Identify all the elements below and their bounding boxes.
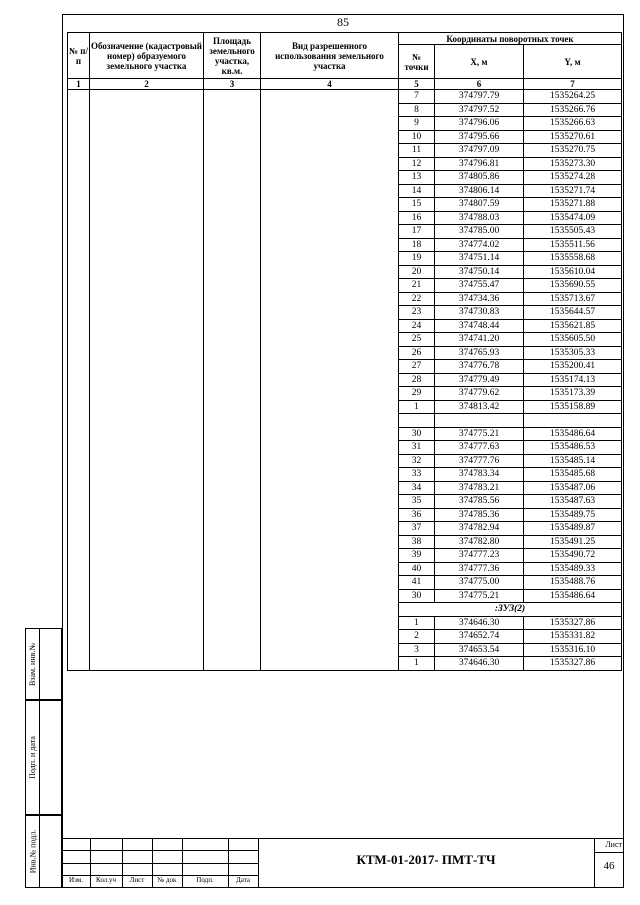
cell-y: 1535511.56 [524,238,622,252]
cell-y: 1535270.61 [524,130,622,144]
cell-y: 1535505.43 [524,225,622,239]
cell-point: 2 [399,630,435,644]
cell-x: 374652.74 [435,630,524,644]
cell-y: 1535264.25 [524,90,622,104]
col-number-5: 5 [399,79,435,90]
cell-x: 374795.66 [435,130,524,144]
cell-x: 374765.93 [435,346,524,360]
col-header-point-number: № точки [399,45,435,79]
cell-point: 38 [399,535,435,549]
tb-label-izm: Изм. [69,876,83,884]
sheet-number: 46 [603,860,615,872]
cell-x: 374805.86 [435,171,524,185]
cell-y: 1535273.30 [524,157,622,171]
cell-point: 25 [399,333,435,347]
cell-y: 1535490.72 [524,549,622,563]
cell-y: 1535271.88 [524,198,622,212]
cell-y: 1535327.86 [524,616,622,630]
cell-y: 1535266.76 [524,103,622,117]
cell-usage [261,90,399,671]
cell-x: 374777.76 [435,454,524,468]
cell-x: 374734.36 [435,292,524,306]
tb-label-podp: Подп. [196,876,214,884]
tb-label-koluch: Кол.уч [96,876,116,884]
cell-point: 8 [399,103,435,117]
cell-y: 1535605.50 [524,333,622,347]
cell-y: 1535327.86 [524,657,622,671]
cell-x: 374777.36 [435,562,524,576]
sheet-label: Лист [605,840,622,849]
cell-y: 1535274.28 [524,171,622,185]
cell-y: 1535485.14 [524,454,622,468]
cell-x: 374813.42 [435,400,524,414]
cell-point: 37 [399,522,435,536]
cell-y: 1535486.64 [524,589,622,603]
cell-x: 374776.78 [435,360,524,374]
cell-point: 24 [399,319,435,333]
col-number-7: 7 [524,79,622,90]
col-number-1: 1 [68,79,90,90]
cell-x: 374785.00 [435,225,524,239]
cell-point: 27 [399,360,435,374]
cell-x: 374777.63 [435,441,524,455]
cell-x: 374779.62 [435,387,524,401]
cell-point: 17 [399,225,435,239]
cell-point: 36 [399,508,435,522]
cell-y: 1535489.87 [524,522,622,536]
cell-point: 34 [399,481,435,495]
tb-label-list: Лист [129,876,145,884]
cell-x: 374775.21 [435,427,524,441]
cell-y: 1535174.13 [524,373,622,387]
table-row [68,90,622,104]
cell-x: 374796.06 [435,117,524,131]
side-stamp-inv [25,815,62,888]
cell-point: 1 [399,657,435,671]
col-header-x: X, м [435,45,524,79]
cell-point: 41 [399,576,435,590]
cell-point: 30 [399,427,435,441]
cell-y: 1535173.39 [524,387,622,401]
cell-x: 374807.59 [435,198,524,212]
cell-x: 374783.34 [435,468,524,482]
cell-y: 1535610.04 [524,265,622,279]
cell-x: 374775.00 [435,576,524,590]
cell-y: 1535316.10 [524,643,622,657]
cell-y: 1535558.68 [524,252,622,266]
cell-x: 374646.30 [435,657,524,671]
cell-y: 1535331.82 [524,630,622,644]
cell-point: 15 [399,198,435,212]
cell-y: 1535488.76 [524,576,622,590]
cell-y: 1535158.89 [524,400,622,414]
cell-point: 9 [399,117,435,131]
cell-x: 374730.83 [435,306,524,320]
cell-y: 1535474.09 [524,211,622,225]
cell-x: 374741.20 [435,333,524,347]
side-label-podp: Подп. и дата [28,736,37,779]
cell-point: 1 [399,616,435,630]
parcel-caption: :ЗУ3(2) [399,603,622,617]
coordinates-table [67,32,622,671]
cell-point: 29 [399,387,435,401]
side-stamp-vzam [25,628,62,700]
cell-point: 18 [399,238,435,252]
cell-point: 30 [399,589,435,603]
col-header-coords-group: Координаты поворотных точек [399,33,622,45]
cell-y: 1535489.33 [524,562,622,576]
cell-y: 1535266.63 [524,117,622,131]
cell-y: 1535486.64 [524,427,622,441]
cell-y: 1535644.57 [524,306,622,320]
cell-point: 10 [399,130,435,144]
cell-point: 19 [399,252,435,266]
cell-x: 374797.52 [435,103,524,117]
cell-point: 11 [399,144,435,158]
cell-x: 374806.14 [435,184,524,198]
cell-y: 1535489.75 [524,508,622,522]
cell-point: 32 [399,454,435,468]
side-label-inv: Инв.№ подл. [28,829,37,874]
cell-point: 35 [399,495,435,509]
tb-label-doc: № док [157,876,177,884]
cell-point: 26 [399,346,435,360]
cell-x: 374755.47 [435,279,524,293]
cell-x: 374785.36 [435,508,524,522]
cell-point: 21 [399,279,435,293]
cell-point: 3 [399,643,435,657]
cell-x: 374750.14 [435,265,524,279]
cell-point: 22 [399,292,435,306]
cell-x: 374751.14 [435,252,524,266]
col-number-6: 6 [435,79,524,90]
cell-point: 7 [399,90,435,104]
cell-x: 374796.81 [435,157,524,171]
tb-label-date: Дата [236,876,250,884]
cell-y: 1535305.33 [524,346,622,360]
title-block [62,838,624,888]
cell-x: 374788.03 [435,211,524,225]
cell-y: 1535486.53 [524,441,622,455]
cell-point: 12 [399,157,435,171]
cell-y: 1535200.41 [524,360,622,374]
col-number-2: 2 [90,79,204,90]
cell-designation [90,90,204,671]
cell-point: 13 [399,171,435,185]
cell-x: 374653.54 [435,643,524,657]
cell-point: 14 [399,184,435,198]
cell-x: 374785.56 [435,495,524,509]
cell-x: 374779.49 [435,373,524,387]
cell-x: 374775.21 [435,589,524,603]
col-header-number: № п/п [68,33,90,79]
cell-y: 1535271.74 [524,184,622,198]
cell-point: 31 [399,441,435,455]
col-header-designation: Обозначение (кадастровый номер) образуемого земельного участка [90,33,204,79]
cell-x: 374774.02 [435,238,524,252]
cell-y: 1535270.75 [524,144,622,158]
cell-x: 374748.44 [435,319,524,333]
col-header-area: Площадь земельного участка, кв.м. [204,33,261,79]
cell-point: 40 [399,562,435,576]
cell-x: 374783.21 [435,481,524,495]
cell-point: 39 [399,549,435,563]
cell-point: 16 [399,211,435,225]
cell-point: 28 [399,373,435,387]
cell-y: 1535713.67 [524,292,622,306]
cell-point: 20 [399,265,435,279]
cell-number [68,90,90,671]
side-stamp-podp [25,700,62,815]
col-number-3: 3 [204,79,261,90]
cell-y: 1535621.85 [524,319,622,333]
col-number-4: 4 [261,79,399,90]
cell-y: 1535690.55 [524,279,622,293]
cell-area [204,90,261,671]
cell-y: 1535485.68 [524,468,622,482]
cell-point: 23 [399,306,435,320]
cell-x: 374797.79 [435,90,524,104]
document-code: КТМ-01-2017- ПМТ-ТЧ [356,852,496,867]
cell-point: 1 [399,400,435,414]
col-header-usage: Вид разрешенного использования земельного участка [261,33,399,79]
cell-point: 33 [399,468,435,482]
cell-x: 374797.09 [435,144,524,158]
cell-y: 1535491.25 [524,535,622,549]
col-header-y: Y, м [524,45,622,79]
cell-x: 374777.23 [435,549,524,563]
cell-y: 1535487.06 [524,481,622,495]
cell-y: 1535487.63 [524,495,622,509]
cell-x: 374782.94 [435,522,524,536]
cell-x: 374782.80 [435,535,524,549]
cell-x: 374646.30 [435,616,524,630]
page-number: 85 [337,15,349,29]
side-label-vzam: Взам. инв.№ [28,642,37,686]
